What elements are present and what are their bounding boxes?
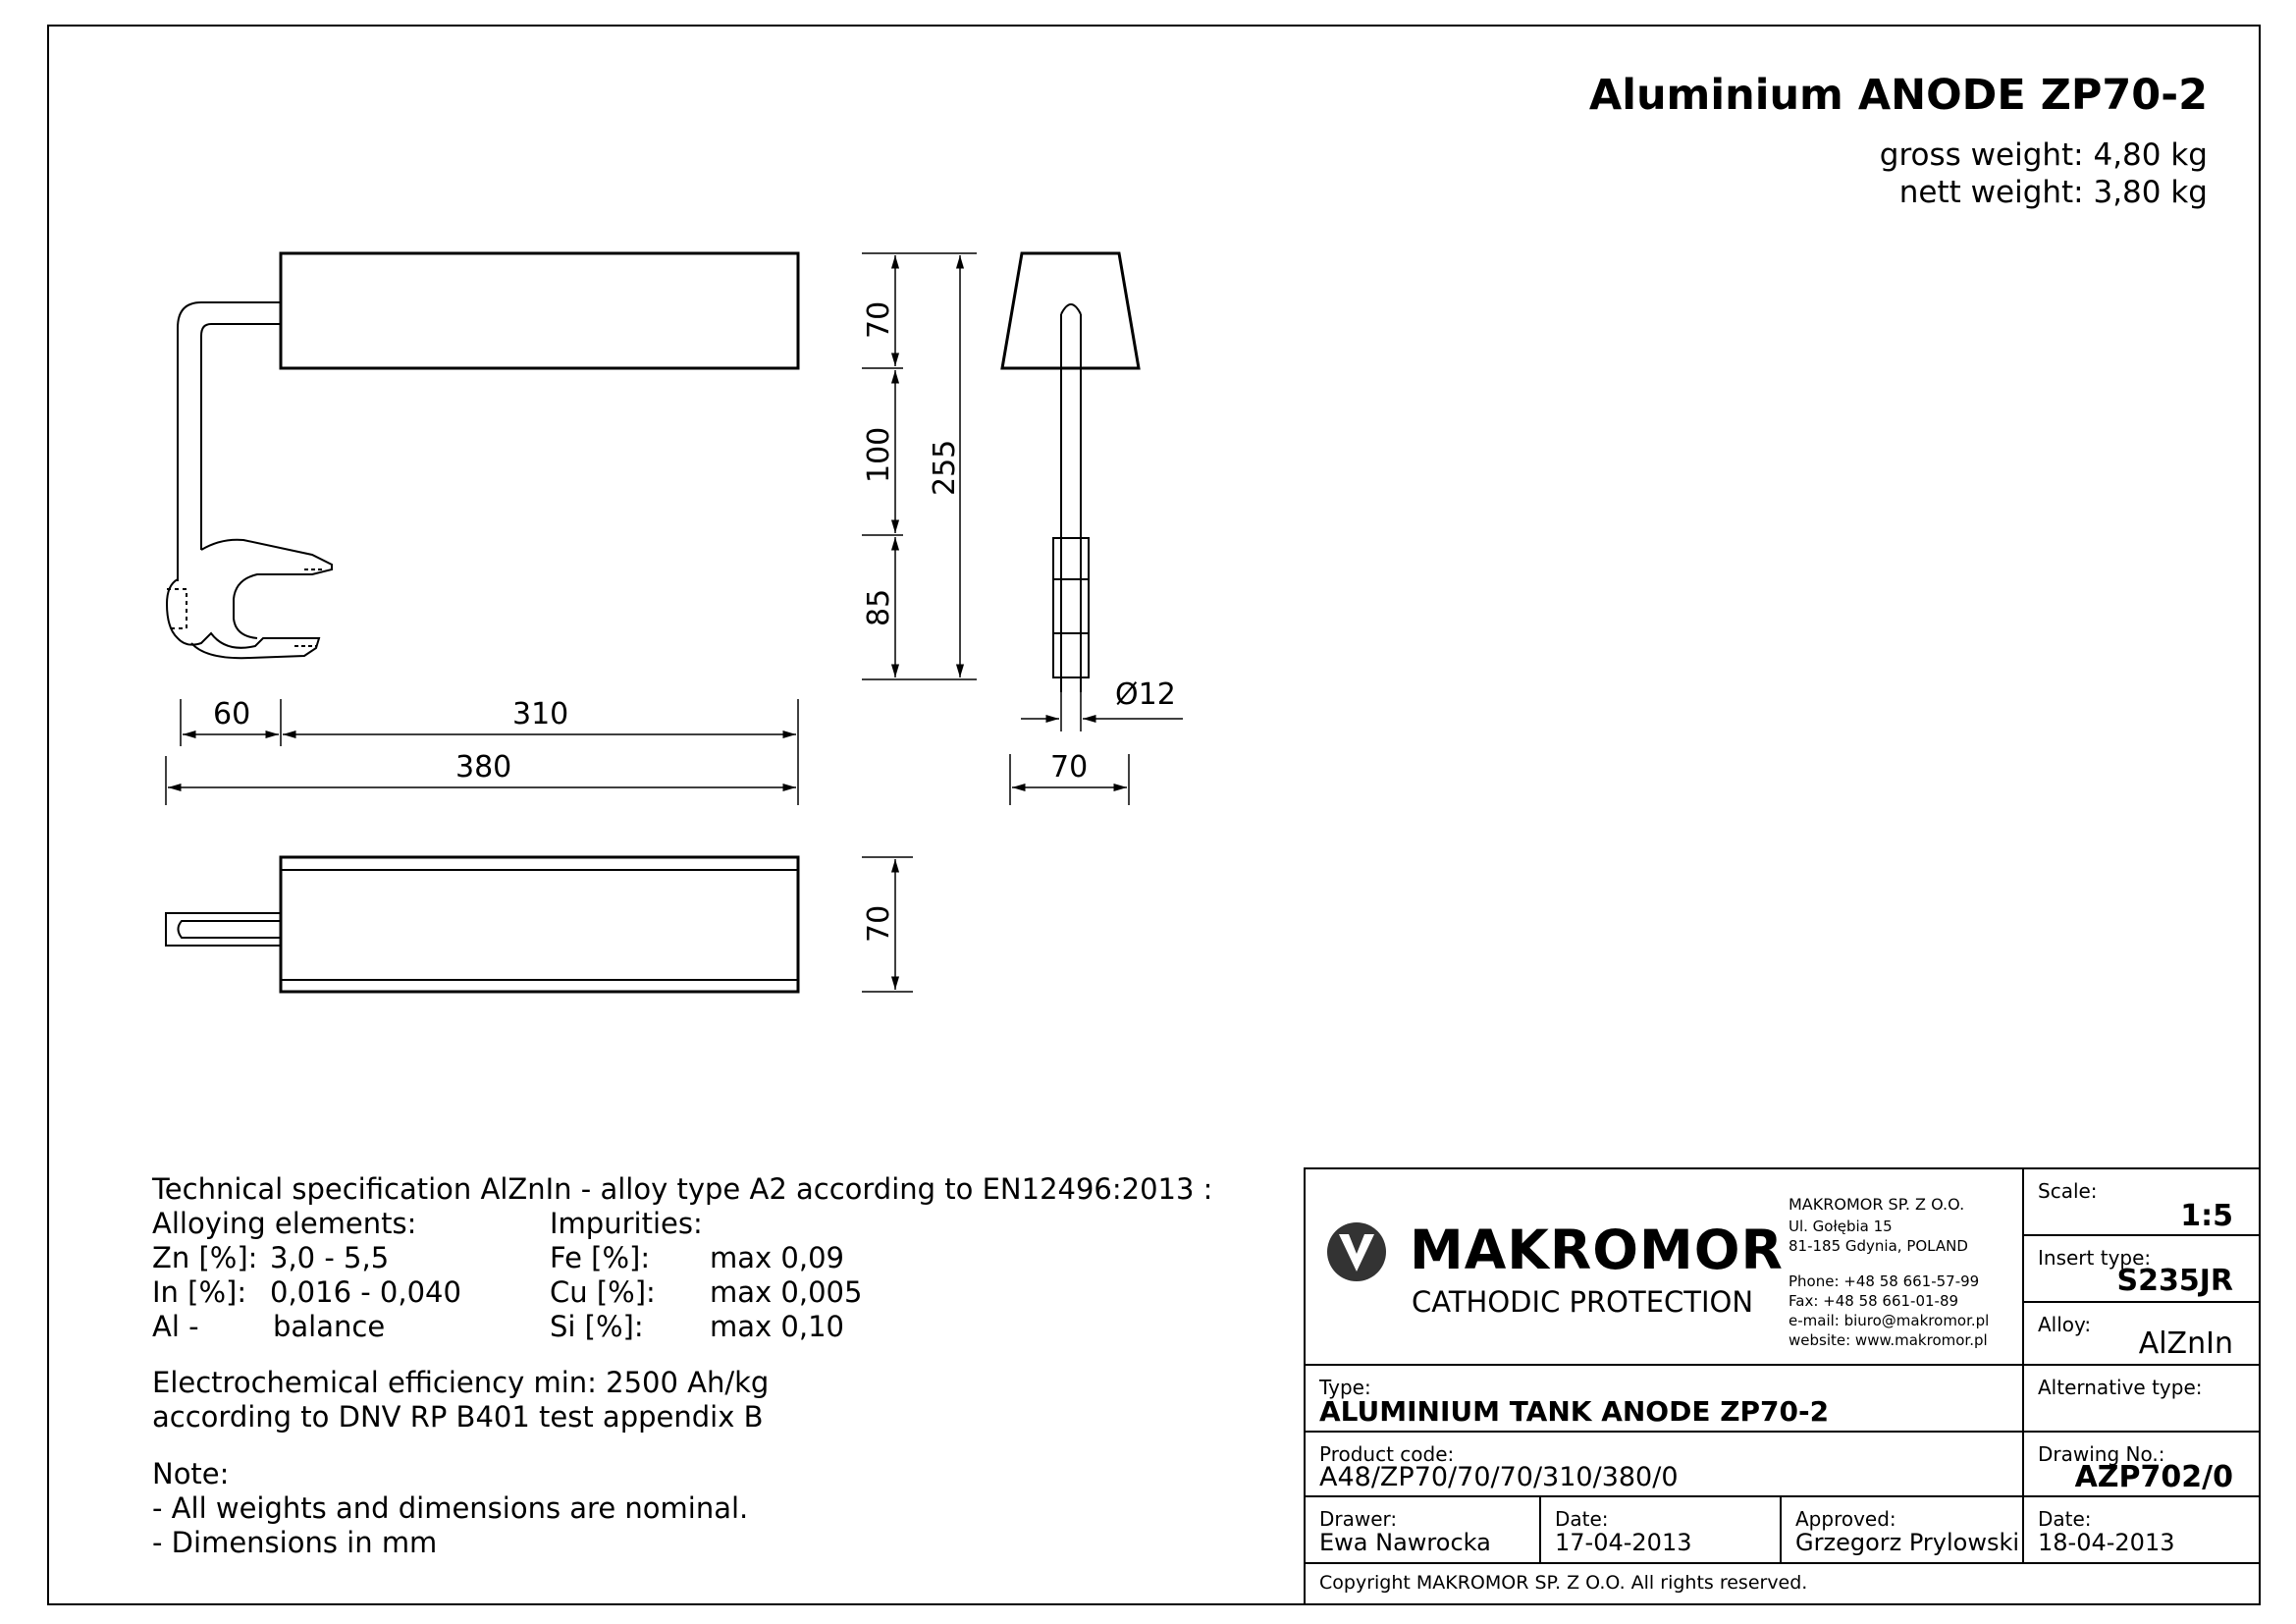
company-cell — [1306, 1169, 2024, 1366]
scale-cell — [2024, 1169, 2259, 1236]
scale-value: 1:5 — [2180, 1199, 2233, 1233]
dim-70-side: 70 — [1050, 750, 1089, 785]
alloy-value: 3,0 - 5,5 — [270, 1241, 390, 1274]
product-code-cell — [1306, 1433, 2024, 1497]
approved-date-value: 18-04-2013 — [2038, 1529, 2175, 1556]
impurity-value: max 0,09 — [710, 1241, 844, 1274]
dim-255: 255 — [928, 439, 962, 496]
company-name: MAKROMOR SP. Z O.O. — [1789, 1195, 1965, 1214]
dim-diameter-12: Ø12 — [1115, 677, 1176, 712]
efficiency-line-2: according to DNV RP B401 test appendix B — [152, 1400, 764, 1434]
copyright-text: Copyright MAKROMOR SP. Z O.O. All rights reserved. — [1319, 1572, 1808, 1594]
approved-label: Approved: — [1795, 1507, 1896, 1531]
alloy-label: Alloy: — [2038, 1313, 2092, 1336]
type-value: ALUMINIUM TANK ANODE ZP70-2 — [1319, 1395, 1830, 1428]
insert-type-value: S235JR — [2116, 1264, 2233, 1298]
top-view — [166, 857, 798, 992]
type-cell — [1306, 1366, 2024, 1433]
dim-60: 60 — [213, 697, 251, 731]
insert-type-label: Insert type: — [2038, 1246, 2152, 1270]
drawn-date-label: Date: — [1555, 1507, 1609, 1531]
impurity-value: max 0,005 — [710, 1275, 863, 1309]
alternative-type-cell — [2024, 1366, 2259, 1433]
impurity-element: Si [%]: — [550, 1310, 644, 1343]
dim-70-bottom: 70 — [862, 904, 896, 943]
drawn-date-value: 17-04-2013 — [1555, 1529, 1692, 1556]
title-block — [1304, 1167, 2261, 1605]
insert-type-cell — [2024, 1236, 2259, 1303]
company-address-2: 81-185 Gdynia, POLAND — [1789, 1237, 1968, 1255]
approved-date-cell — [2024, 1497, 2259, 1564]
drawing-no-value: AZP702/0 — [2074, 1460, 2233, 1494]
front-dimensions — [166, 253, 977, 805]
gross-weight: gross weight: 4,80 kg — [1879, 137, 2208, 173]
impurity-element: Fe [%]: — [550, 1241, 651, 1274]
impurity-element: Cu [%]: — [550, 1275, 656, 1309]
approved-value: Grzegorz Prylowski — [1795, 1529, 2020, 1556]
drawer-value: Ewa Nawrocka — [1319, 1529, 1491, 1556]
alloy-element: Al - — [152, 1310, 199, 1343]
note-item: - Dimensions in mm — [152, 1526, 438, 1559]
company-website: website: www.makromor.pl — [1789, 1331, 1988, 1349]
nett-weight: nett weight: 3,80 kg — [1898, 175, 2208, 210]
dim-310: 310 — [512, 697, 569, 731]
product-code-value: A48/ZP70/70/70/310/380/0 — [1319, 1462, 1679, 1492]
alternative-type-label: Alternative type: — [2038, 1376, 2203, 1399]
product-code-label: Product code: — [1319, 1442, 1455, 1466]
alloy-cell — [2024, 1303, 2259, 1366]
dim-85: 85 — [862, 588, 896, 626]
drawing-no-label: Drawing No.: — [2038, 1442, 2165, 1466]
company-address-1: Ul. Gołębia 15 — [1789, 1218, 1893, 1235]
company-phone: Phone: +48 58 661-57-99 — [1789, 1272, 1980, 1290]
note-heading: Note: — [152, 1457, 230, 1490]
dim-100: 100 — [862, 426, 896, 483]
impurities-heading: Impurities: — [550, 1207, 703, 1240]
dim-70-top: 70 — [862, 300, 896, 339]
drawing-title: Aluminium ANODE ZP70-2 — [1588, 71, 2208, 120]
alloy-value: 0,016 - 0,040 — [270, 1275, 461, 1309]
drawer-cell — [1306, 1497, 1541, 1564]
company-tagline: CATHODIC PROTECTION — [1412, 1285, 1754, 1319]
scale-label: Scale: — [2038, 1179, 2098, 1203]
alloy-element: In [%]: — [152, 1275, 247, 1309]
front-view — [167, 253, 798, 658]
approved-date-label: Date: — [2038, 1507, 2092, 1531]
drawing-no-cell — [2024, 1433, 2259, 1497]
alloy-element: Zn [%]: — [152, 1241, 258, 1274]
side-view — [1002, 253, 1139, 692]
alloy-value: AlZnIn — [2138, 1326, 2233, 1361]
note-item: - All weights and dimensions are nominal. — [152, 1491, 749, 1525]
company-fax: Fax: +48 58 661-01-89 — [1789, 1292, 1959, 1310]
type-label: Type: — [1319, 1376, 1371, 1399]
company-logo-text: MAKROMOR — [1410, 1218, 1784, 1281]
spec-heading: Technical specification AlZnIn - alloy type A2 according to EN12496:2013 : — [152, 1172, 1213, 1206]
makromor-logo-icon — [1325, 1220, 1388, 1283]
dim-380: 380 — [455, 750, 512, 785]
approved-cell — [1782, 1497, 2024, 1564]
alloy-value: balance — [273, 1310, 386, 1343]
drawer-label: Drawer: — [1319, 1507, 1398, 1531]
drawn-date-cell — [1541, 1497, 1782, 1564]
efficiency-line-1: Electrochemical efficiency min: 2500 Ah/kg — [152, 1366, 770, 1399]
company-email: e-mail: biuro@makromor.pl — [1789, 1312, 1990, 1329]
impurity-value: max 0,10 — [710, 1310, 844, 1343]
alloying-heading: Alloying elements: — [152, 1207, 417, 1240]
